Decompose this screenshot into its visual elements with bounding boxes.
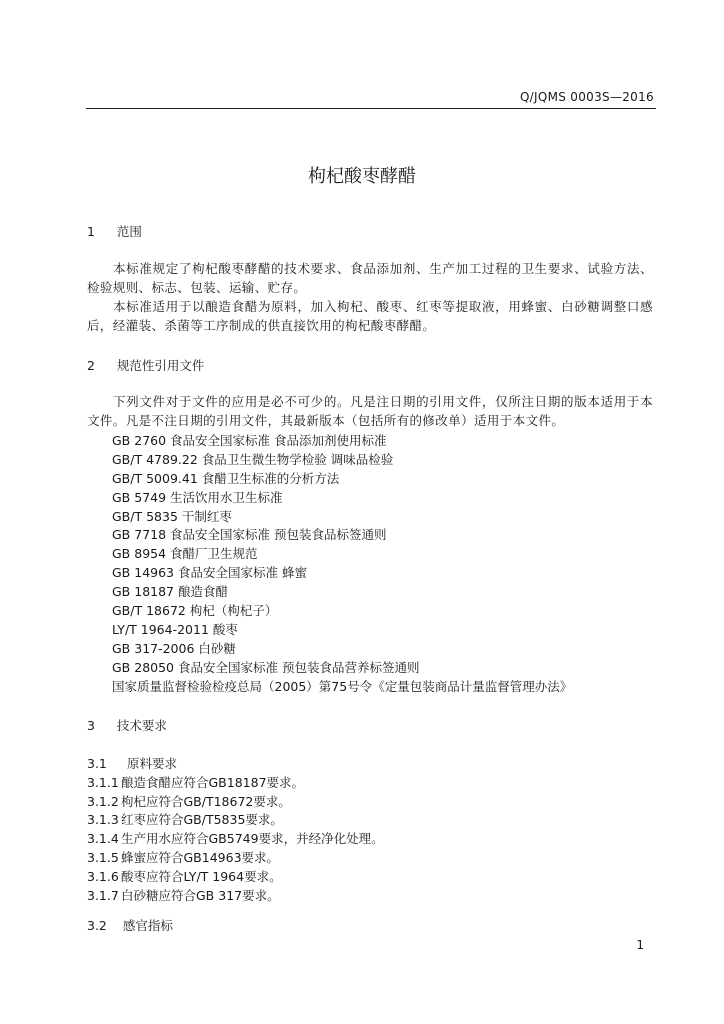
requirement-item [87, 887, 384, 906]
reference-item: GB 2760 食品安全国家标准 食品添加剂使用标准 [112, 433, 387, 448]
requirement-text: 酿造食醋应符合GB18187要求。 [121, 774, 305, 790]
page-number: 1 [636, 938, 644, 952]
requirement-text: 白砂糖应符合GB 317要求。 [121, 887, 280, 903]
requirement-number: 3.1.2 [87, 793, 119, 809]
section-1-paragraph-1: 本标准规定了枸杞酸枣酵醋的技术要求、食品添加剂、生产加工过程的卫生要求、试验方法、检验规则、标志、包装、运输、贮存。 [87, 261, 653, 295]
requirement-item [87, 774, 384, 793]
reference-item: GB 28050 食品安全国家标准 预包装食品营养标签通则 [112, 659, 420, 675]
reference-item: GB/T 18672 枸杞（枸杞子） [112, 603, 278, 619]
requirement-number: 3.1.7 [87, 887, 119, 903]
section-2-heading [87, 356, 204, 374]
reference-item: GB 8954 食醋厂卫生规范 [112, 546, 258, 562]
reference-item: GB 18187 酿造食醋 [112, 584, 228, 600]
section-1-number: 1 [87, 224, 95, 239]
requirement-number: 3.1.5 [87, 849, 119, 865]
reference-item: GB 7718 食品安全国家标准 预包装食品标签通则 [112, 527, 387, 543]
section-1-heading [87, 222, 142, 240]
requirement-number: 3.1.6 [87, 868, 119, 884]
section-1-paragraph-2: 本标准适用于以酿造食醋为原料，加入枸杞、酸枣、红枣等提取液，用蜂蜜、白砂糖调整口感后，经灌装、杀菌等工序制成的供直接饮用的枸杞酸枣酵醋。 [87, 299, 653, 333]
subsection-3-2-heading [87, 916, 173, 934]
requirement-item [87, 868, 384, 887]
reference-item: GB/T 4789.22 食品卫生微生物学检验 调味品检验 [112, 451, 394, 467]
requirement-item [87, 830, 384, 849]
requirement-text: 原料要求 [127, 756, 178, 771]
reference-item: GB 14963 食品安全国家标准 蜂蜜 [112, 565, 307, 581]
requirement-item [87, 755, 384, 774]
requirement-text: 红枣应符合GB/T5835要求。 [121, 812, 283, 828]
requirement-number: 3.1.4 [87, 831, 119, 847]
requirement-number: 3.1 [87, 756, 107, 771]
requirements-list [87, 755, 384, 905]
section-3-heading [87, 716, 167, 734]
document-title: 枸杞酸枣酵醋 [308, 166, 416, 187]
requirement-item [87, 793, 384, 812]
section-1-title: 范围 [116, 224, 142, 239]
reference-item: GB 317-2006 白砂糖 [112, 640, 236, 656]
reference-item: GB/T 5835 干制红枣 [112, 508, 232, 524]
document-code: Q/JQMS 0003S—2016 [519, 90, 654, 104]
reference-item: GB 5749 生活饮用水卫生标准 [112, 489, 283, 505]
requirement-text: 蜂蜜应符合GB14963要求。 [121, 849, 280, 865]
header-rule [86, 108, 656, 109]
section-3-title: 技术要求 [116, 718, 167, 733]
reference-list [112, 432, 572, 696]
subsection-title: 感官指标 [122, 918, 173, 933]
requirement-text: 生产用水应符合GB5749要求，并经净化处理。 [121, 831, 384, 847]
requirement-number: 3.1.1 [87, 774, 119, 790]
requirement-text: 酸枣应符合LY/T 1964要求。 [121, 868, 282, 884]
reference-item: 国家质量监督检验检疫总局（2005）第75号令《定量包装商品计量监督管理办法》 [112, 678, 573, 694]
requirement-item [87, 849, 384, 868]
requirement-number: 3.1.3 [87, 812, 119, 828]
reference-item: LY/T 1964-2011 酸枣 [112, 621, 238, 637]
section-2-number: 2 [87, 358, 95, 373]
section-3-number: 3 [87, 718, 95, 733]
section-2-title: 规范性引用文件 [116, 358, 205, 373]
section-2-intro: 下列文件对于文件的应用是必不可少的。凡是注日期的引用文件，仅所注日期的版本适用于本文件。凡是不注日期的引用文件，其最新版本（包括所有的修改单）适用于本文件。 [87, 394, 653, 428]
requirement-item [87, 811, 384, 830]
reference-item: GB/T 5009.41 食醋卫生标准的分析方法 [112, 470, 340, 486]
requirement-text: 枸杞应符合GB/T18672要求。 [121, 793, 291, 809]
subsection-number: 3.2 [87, 918, 107, 933]
